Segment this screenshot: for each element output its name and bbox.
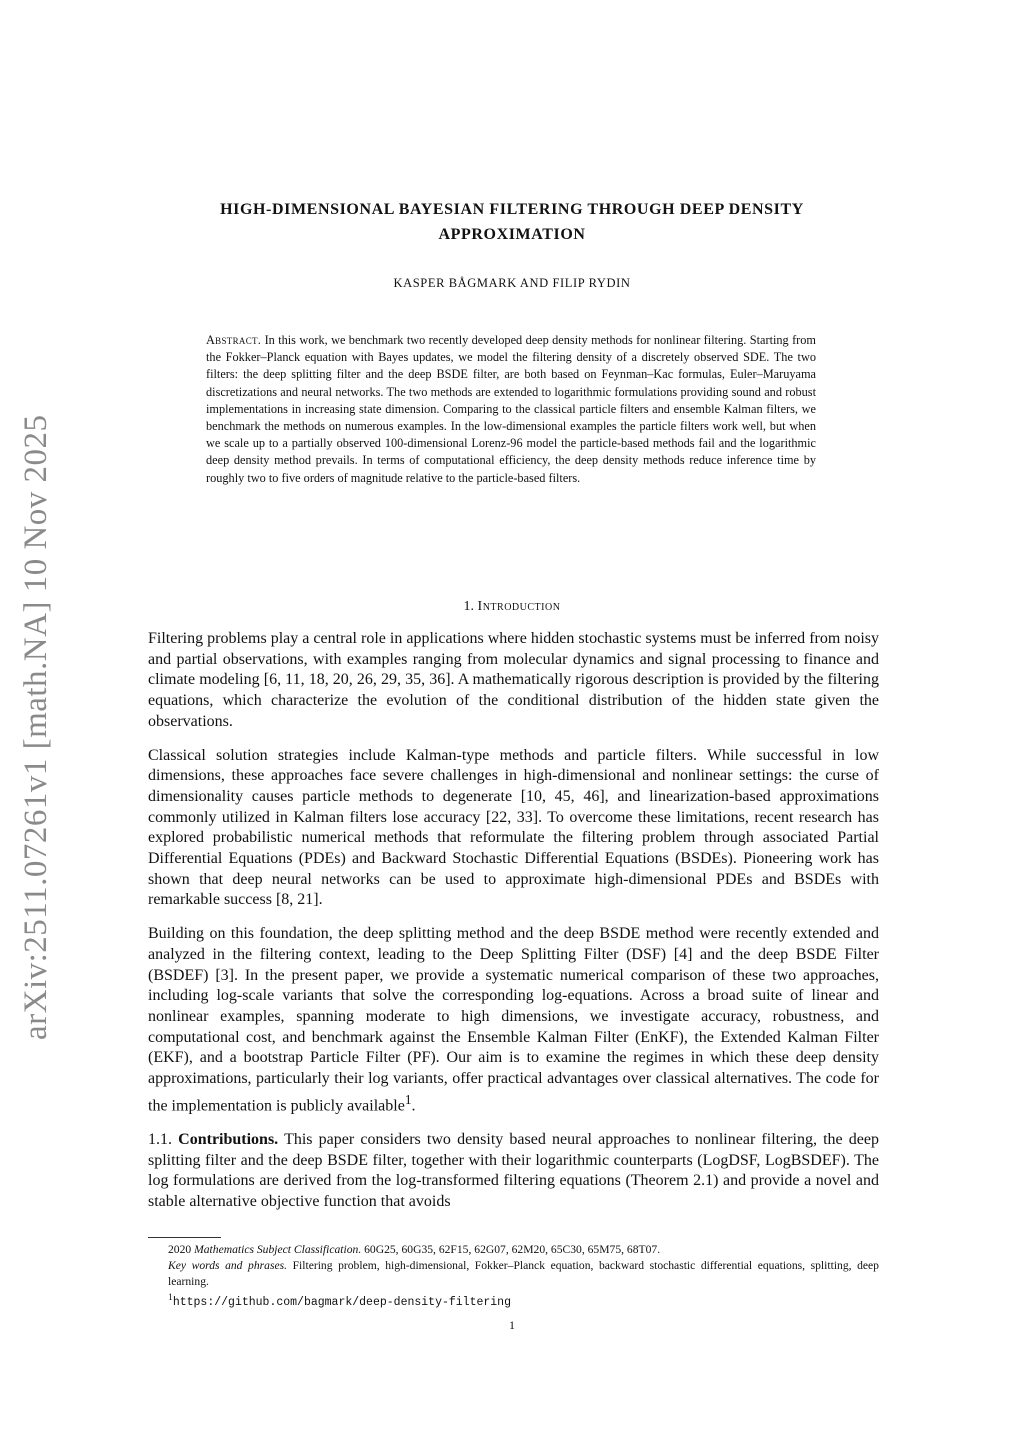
code-repository-link[interactable]: https://github.com/bagmark/deep-density-filtering <box>172 1295 511 1309</box>
body-text <box>148 629 879 1226</box>
abstract-label: Abstract. <box>206 333 262 347</box>
paragraph <box>148 924 879 1117</box>
subsection-paragraph <box>148 1130 879 1213</box>
paper-authors: KASPER BÅGMARK AND FILIP RYDIN <box>393 276 631 290</box>
keywords-label: Key words and phrases. <box>168 1259 288 1272</box>
section-title: Introduction <box>477 599 561 614</box>
abstract-text: In this work, we benchmark two recently developed deep density methods for nonlinear filtering. Starting from the Fokker–Planck equation with Bayes updates, we model the filtering density of a discretely observed SDE. The two filters: the deep splitting filter and the deep BSDE filter, are both based on Feynman–Kac formulas, Euler–Maruyama discretizations and neural networks. The two methods are extended to logarithmic formulations providing sound and robust implementations in increasing state dimension. Comparing to the classical particle filters and ensemble Kalman filters, we benchmark the methods on numerous examples. In the low-dimensional examples the particle filters work well, but when we scale up to a partially observed 100-dimensional Lorenz-96 model the particle-based methods fail and the logarithmic deep density method prevails. In terms of computational efficiency, the deep density methods reduce inference time by roughly two to five orders of magnitude relative to the particle-based filters. <box>206 333 816 485</box>
footnote-msc <box>148 1242 879 1258</box>
msc-year: 2020 <box>168 1243 192 1256</box>
paragraph-text: Building on this foundation, the deep splitting method and the deep BSDE method were recently extended and analyzed in the filtering context, leading to the Deep Splitting Filter (DSF) [4] and the deep BSDE Filter (BSDEF) [3]. In the present paper, we provide a systematic numerical comparison of these two approaches, including log-scale variants that solve the corresponding log-equations. Across a broad suite of linear and nonlinear examples, spanning moderate to high dimensions, we investigate accuracy, robustness, and computational cost, and benchmark against the Ensemble Kalman Filter (EnKF), the Extended Kalman Filter (EKF), and a bootstrap Particle Filter (PF). Our aim is to examine the regimes in which these deep density approximations, particularly their log variants, offer practical advantages over classical alternatives. The code for the implementation is publicly available <box>148 925 879 1115</box>
page-number: 1 <box>509 1318 515 1332</box>
section-heading <box>148 599 876 615</box>
paper-title: HIGH-DIMENSIONAL BAYESIAN FILTERING THROUGH DEEP DENSITY APPROXIMATION <box>220 201 804 243</box>
footnote-url <box>148 1290 879 1311</box>
paragraph: Classical solution strategies include Kalman-type methods and particle filters. While successful in low dimensions, these approaches face severe challenges in high-dimensional and nonlinear settings: the curse of dimensionality causes particle methods to degenerate [10, 45, 46], and linearization-based approximations commonly utilized in Kalman filters lose accuracy [22, 33]. To overcome these limitations, recent research has explored probabilistic numerical methods that reformulate the filtering problem through associated Partial Differential Equations (PDEs) and Backward Stochastic Differential Equations (BSDEs). Pioneering work has shown that deep neural networks can be used to approximate high-dimensional PDEs and BSDEs with remarkable success [8, 21]. <box>148 746 879 909</box>
subsection-number: 1.1. <box>148 1130 172 1148</box>
footnote-keywords <box>148 1258 879 1290</box>
msc-label: Mathematics Subject Classification. <box>194 1243 362 1256</box>
footnote-marker: 1 <box>404 1091 412 1107</box>
subsection-text: This paper considers two density based neural approaches to nonlinear filtering, the deep splitting filter and the deep BSDE filter, together with their logarithmic counterparts (LogDSF, LogBSDEF). The log formulations are derived from the log-transformed filtering equations (Theorem 2.1) and provide a novel and stable alternative objective function that avoids <box>148 1130 880 1210</box>
keywords-text: Filtering problem, high-dimensional, Fokker–Planck equation, backward stochastic differential equations, splitting, deep learning. <box>168 1259 879 1288</box>
msc-codes: 60G25, 60G35, 62F15, 62G07, 62M20, 65C30, 65M75, 68T07. <box>364 1243 661 1256</box>
footnote-url-marker: 1 <box>168 1292 173 1303</box>
subsection-title: Contributions. <box>178 1130 279 1148</box>
paragraph-end: . <box>411 1097 416 1115</box>
abstract-block <box>206 332 816 487</box>
paragraph: Filtering problems play a central role in applications where hidden stochastic systems must be inferred from noisy and partial observations, with examples ranging from molecular dynamics and signal processing to finance and climate modeling [6, 11, 18, 20, 26, 29, 35, 36]. A mathematically rigorous description is provided by the filtering equations, which characterize the evolution of the conditional distribution of the hidden state given the observations. <box>148 630 879 730</box>
footnote-rule <box>148 1237 221 1238</box>
section-number: 1. <box>463 599 475 614</box>
footnotes <box>148 1242 879 1311</box>
arxiv-identifier-stamp: arXiv:2511.07261v1 [math.NA] 10 Nov 2025 <box>18 414 54 1040</box>
